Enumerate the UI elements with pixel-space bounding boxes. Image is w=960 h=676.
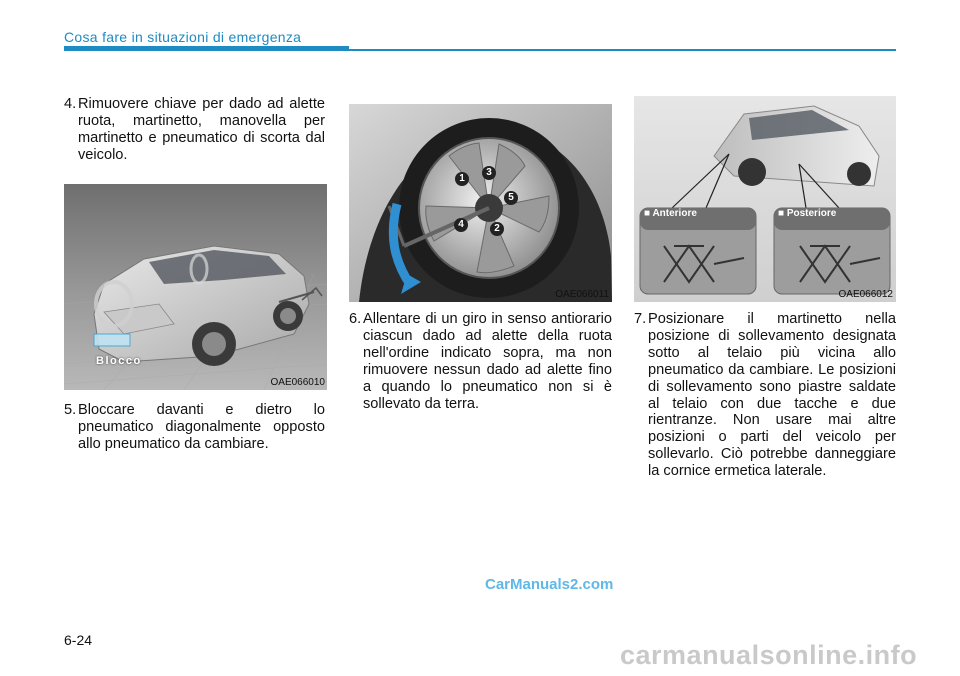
step-6	[349, 311, 612, 412]
step-4	[64, 96, 325, 164]
step-text: Allentare di un giro in senso antiorario ciascun dado ad alette della ruota nell'ordine indicato sopra, ma non rimuovere nessun dado ad alette fino a quando lo pneumatico non si è sollevato da terra.	[363, 311, 612, 412]
figure-code: OAE066012	[838, 289, 893, 300]
block-label: Blocco	[96, 355, 142, 367]
nut-label: 1	[455, 172, 469, 186]
jack-illustration	[634, 96, 896, 302]
nut-label: 3	[482, 166, 496, 180]
header-rule	[64, 49, 896, 51]
wheel-illustration	[349, 96, 612, 302]
figure-wheel-block	[64, 184, 327, 390]
section-title: Cosa fare in situazioni di emergenza	[64, 29, 302, 45]
rear-label: ■ Posteriore	[778, 208, 837, 219]
figure-code: OAE066011	[555, 289, 609, 300]
nut-label: 4	[454, 218, 468, 232]
step-number: 4.	[64, 96, 77, 112]
nut-label: 5	[504, 191, 518, 205]
step-text: Rimuovere chiave per dado ad alette ruota, martinetto, manovella per martinetto e pneumatico di scorta dal veicolo.	[78, 96, 325, 163]
watermark-site-link[interactable]: CarManuals2.com	[485, 576, 614, 593]
step-number: 7.	[634, 311, 647, 327]
step-text: Posizionare il martinetto nella posizione di sollevamento designata sotto al telaio più vicina allo pneumatico da cambiare. Le posizioni di sollevamento sono piastre saldate al telaio con due tacche e due rientranze. Non usare mai altre posizioni o parti del veicolo per sollevarlo. Ciò potrebbe danneggiare la cornice ermetica laterale.	[648, 311, 896, 480]
step-number: 5.	[64, 402, 77, 418]
step-7	[634, 311, 896, 480]
page-number: 6-24	[64, 632, 93, 648]
figure-code: OAE066010	[270, 377, 325, 388]
step-5	[64, 402, 325, 453]
figure-jack-points	[634, 96, 896, 302]
front-label: ■ Anteriore	[644, 208, 697, 219]
nut-label: 2	[490, 222, 504, 236]
figure-wheel-nuts	[349, 96, 612, 302]
step-number: 6.	[349, 311, 362, 327]
watermark-main: carmanualsonline.info	[620, 640, 918, 670]
step-text: Bloccare davanti e dietro lo pneumatico diagonalmente opposto allo pneumatico da cambiare.	[78, 402, 325, 452]
